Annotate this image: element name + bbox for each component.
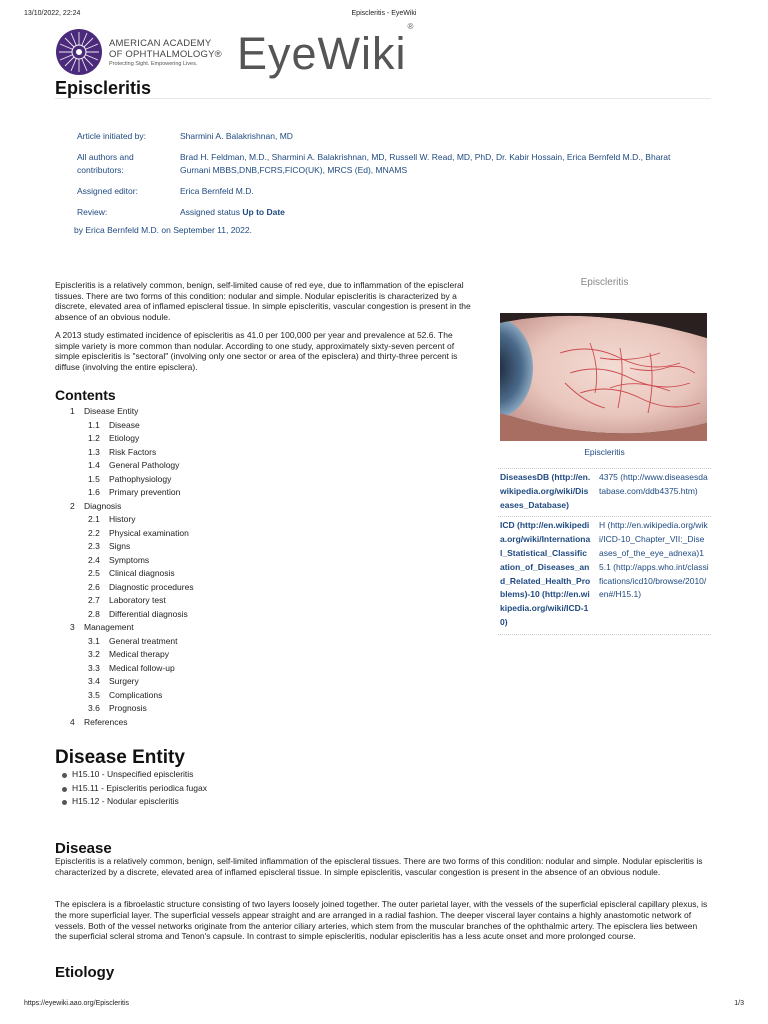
eyewiki-logo-link[interactable] xyxy=(237,22,415,80)
toc-number: 4 xyxy=(70,716,75,727)
toc-label: Disease Entity xyxy=(84,406,139,416)
toc-subitem[interactable] xyxy=(70,527,370,541)
toc-number: 1.2 xyxy=(88,433,100,443)
meta-value-link[interactable]: Brad H. Feldman, M.D., Sharmini A. Balakrishnan, MD, Russell W. Read, MD, PhD, Dr. Kabir Hossain, Erica Bernfeld M.D., Bharat Gurnani MBBS,DNB,FCRS,FICO(UK), MRCS (Ed), MNAMS xyxy=(180,152,671,175)
toc-subitem[interactable] xyxy=(70,554,370,568)
table-of-contents xyxy=(70,405,370,729)
toc-subitem[interactable] xyxy=(70,473,370,487)
print-header xyxy=(24,10,744,22)
toc-subitem[interactable] xyxy=(70,581,370,595)
toc-number: 2.3 xyxy=(88,541,100,551)
meta-row-authors xyxy=(77,151,697,177)
registered-mark: ® xyxy=(407,22,415,31)
meta-label: Review: xyxy=(77,207,108,217)
meta-label: Assigned editor: xyxy=(77,186,138,196)
aao-seal-icon xyxy=(55,28,103,76)
infobox-table xyxy=(498,468,711,635)
meta-label: Article initiated by: xyxy=(77,131,146,141)
print-footer xyxy=(24,1000,744,1012)
section-heading-disease: Disease xyxy=(55,840,112,857)
review-prefix: Assigned status xyxy=(180,207,243,217)
toc-item[interactable] xyxy=(70,716,370,730)
list-item: H15.10 - Unspecified episcleritis xyxy=(60,768,207,782)
aao-tagline: Protecting Sight. Empowering Lives. xyxy=(109,61,198,67)
toc-label: Risk Factors xyxy=(109,446,157,457)
toc-label: Clinical diagnosis xyxy=(109,568,175,578)
toc-number: 3.3 xyxy=(88,662,100,673)
toc-number: 2.1 xyxy=(88,514,100,524)
toc-label: Primary prevention xyxy=(109,487,181,497)
toc-subitem[interactable] xyxy=(70,513,370,527)
toc-subitem[interactable] xyxy=(70,567,370,581)
toc-subitem[interactable] xyxy=(70,459,370,473)
toc-number: 2.8 xyxy=(88,608,100,619)
toc-label: Disease xyxy=(109,419,140,430)
toc-subitem[interactable] xyxy=(70,648,370,662)
article-meta xyxy=(77,130,697,227)
eyewiki-wordmark: EyeWiki xyxy=(237,28,407,79)
toc-label: Medical therapy xyxy=(109,649,170,659)
toc-label: Management xyxy=(84,622,134,632)
toc-label: Diagnosis xyxy=(84,500,122,511)
print-page-title: Episcleritis - EyeWiki xyxy=(351,10,417,17)
print-datetime: 13/10/2022, 22:24 xyxy=(24,10,81,17)
print-page-number: 1/3 xyxy=(734,1000,744,1007)
toc-subitem[interactable] xyxy=(70,594,370,608)
toc-number: 3.4 xyxy=(88,676,100,686)
toc-subitem[interactable] xyxy=(70,662,370,676)
disease-paragraph: Episcleritis is a relatively common, benign, self-limited inflammation of the episcleral tissues. There are two forms of this condition: nodular and simple. Nodular episcleritis is characterized by a discrete, elevated area of inflamed episcleral tissue. In simple episcleritis, vascular congestion is present in the absence of an obvious nodule. xyxy=(55,856,703,877)
meta-value-link[interactable]: Erica Bernfeld M.D. xyxy=(180,186,254,196)
toc-item[interactable] xyxy=(70,500,370,514)
toc-number: 1.6 xyxy=(88,487,100,497)
meta-row-editor xyxy=(77,185,697,198)
toc-label: Signs xyxy=(109,541,131,551)
toc-item[interactable] xyxy=(70,405,370,419)
infobox-title: Episcleritis xyxy=(580,277,629,288)
list-item: H15.11 - Episcleritis periodica fugax xyxy=(60,782,207,796)
title-divider xyxy=(55,98,711,99)
toc-label: Surgery xyxy=(109,676,139,686)
toc-subitem[interactable] xyxy=(70,635,370,649)
article-intro xyxy=(55,280,475,380)
infobox-key-link[interactable]: DiseasesDB (http://en.wikipedia.org/wiki/Diseases_Database) xyxy=(500,472,591,510)
toc-number: 3 xyxy=(70,622,75,632)
toc-number: 1.4 xyxy=(88,460,100,470)
toc-label: Pathophysiology xyxy=(109,473,172,484)
article-byline[interactable]: by Erica Bernfeld M.D. on September 11, 2022. xyxy=(74,225,252,235)
toc-label: General Pathology xyxy=(109,460,180,470)
toc-label: General treatment xyxy=(109,635,178,646)
toc-label: Differential diagnosis xyxy=(109,608,188,619)
toc-number: 1 xyxy=(70,406,75,416)
aao-wordmark xyxy=(109,38,222,68)
toc-subitem[interactable] xyxy=(70,675,370,689)
toc-subitem[interactable] xyxy=(70,608,370,622)
toc-subitem[interactable] xyxy=(70,419,370,433)
meta-row-review xyxy=(77,206,697,219)
icd-code-list xyxy=(60,768,207,809)
meta-row-initiated xyxy=(77,130,697,143)
review-status[interactable]: Up to Date xyxy=(242,207,285,217)
page-title: Episcleritis xyxy=(55,78,152,98)
toc-label: Diagnostic procedures xyxy=(109,581,194,592)
toc-number: 2.4 xyxy=(88,554,100,565)
list-item: H15.12 - Nodular episcleritis xyxy=(60,795,207,809)
meta-value-link[interactable]: Sharmini A. Balakrishnan, MD xyxy=(180,131,293,141)
toc-label: References xyxy=(84,716,128,727)
toc-subitem[interactable] xyxy=(70,432,370,446)
toc-label: History xyxy=(109,514,136,524)
toc-subitem[interactable] xyxy=(70,486,370,500)
toc-number: 3.6 xyxy=(88,703,100,713)
toc-subitem[interactable] xyxy=(70,446,370,460)
toc-subitem[interactable] xyxy=(70,689,370,703)
section-heading-disease-entity: Disease Entity xyxy=(55,747,185,768)
infobox-key-link[interactable]: ICD (http://en.wikipedia.org/wiki/International_Statistical_Classification_of_Diseases_and_Related_Health_Problems)-10 (http://en.wikipedia.org/wiki/ICD-10) xyxy=(500,520,591,627)
infobox-row xyxy=(498,469,711,517)
toc-number: 2.6 xyxy=(88,581,100,592)
intro-paragraph: A 2013 study estimated incidence of episcleritis as 41.0 per 100,000 per year and prevalence at 52.6. The simple variety is more common than nodular. According to one study, approximately sixty-seven percent of simple episcleritis is "sectoral" (involving only one sector or area of the episclera) and thirty-three percent is diffuse (involving the entire episclera). xyxy=(55,330,458,372)
infobox-row xyxy=(498,517,711,634)
site-header xyxy=(55,22,455,79)
toc-number: 3.5 xyxy=(88,689,100,700)
toc-item[interactable] xyxy=(70,621,370,635)
contents-heading: Contents xyxy=(55,387,116,403)
toc-label: Symptoms xyxy=(109,554,150,565)
toc-subitem[interactable] xyxy=(70,540,370,554)
toc-number: 2.7 xyxy=(88,595,100,605)
disease-paragraph: The episclera is a fibroelastic structure consisting of two layers loosely joined together. The outer parietal layer, with the vessels of the superficial episcleral capillary plexus, is the more superficial layer. The superficial vessels appear straight and are arranged in a radial fashion. The deeper visceral layer contains a highly anastomotic network of vessels. Both of the vessel networks originate from the anterior ciliary arteries, which stem from the muscular branches of the ophthalmic artery. The episclera lies between the superficial scleral stroma and Tenon's capsule. In contrast to simple episcleritis, nodular episcleritis has a less acute onset and more prolonged course. xyxy=(55,899,708,942)
toc-label: Prognosis xyxy=(109,703,147,713)
toc-number: 3.2 xyxy=(88,649,100,659)
toc-number: 1.1 xyxy=(88,419,100,430)
toc-label: Medical follow-up xyxy=(109,662,175,673)
toc-label: Complications xyxy=(109,689,163,700)
print-url: https://eyewiki.aao.org/Episcleritis xyxy=(24,1000,130,1007)
toc-label: Etiology xyxy=(109,433,140,443)
toc-number: 2.5 xyxy=(88,568,100,578)
toc-label: Physical examination xyxy=(109,527,189,538)
infobox-value-link[interactable]: 4375 (http://www.diseasesdatabase.com/ddb4375.htm) xyxy=(599,472,708,496)
aao-line2: OF OPHTHALMOLOGY® xyxy=(109,49,222,60)
toc-number: 2.2 xyxy=(88,527,100,538)
infobox-image-caption[interactable]: Episcleritis xyxy=(584,447,625,457)
toc-number: 3.1 xyxy=(88,635,100,646)
meta-label: All authors and contributors: xyxy=(77,152,134,175)
infobox-value-link[interactable]: H (http://en.wikipedia.org/wiki/ICD-10_Chapter_VII:_Diseases_of_the_eye_adnexa)15.1 (http://apps.who.int/classifications/icd10/browse/2010/en#/H15.1) xyxy=(599,520,709,600)
intro-paragraph: Episcleritis is a relatively common, benign, self-limited cause of red eye, due to inflammation of the episcleral tissues. There are two forms of this condition: nodular and simple. Nodular episcleritis is characterized by a discrete, elevated area of inflamed episcleral tissue. In simple episcleritis, vascular congestion is present in the absence of an obvious nodule. xyxy=(55,280,471,322)
meta-value-review xyxy=(180,206,697,219)
toc-label: Laboratory test xyxy=(109,595,166,605)
aao-line1: AMERICAN ACADEMY xyxy=(109,38,212,49)
section-heading-etiology: Etiology xyxy=(55,964,115,981)
eye-photo-graphic xyxy=(500,313,707,441)
toc-number: 1.5 xyxy=(88,473,100,484)
toc-number: 1.3 xyxy=(88,446,100,457)
toc-subitem[interactable] xyxy=(70,702,370,716)
episcleritis-eye-photo[interactable] xyxy=(500,313,707,441)
toc-number: 2 xyxy=(70,500,75,511)
